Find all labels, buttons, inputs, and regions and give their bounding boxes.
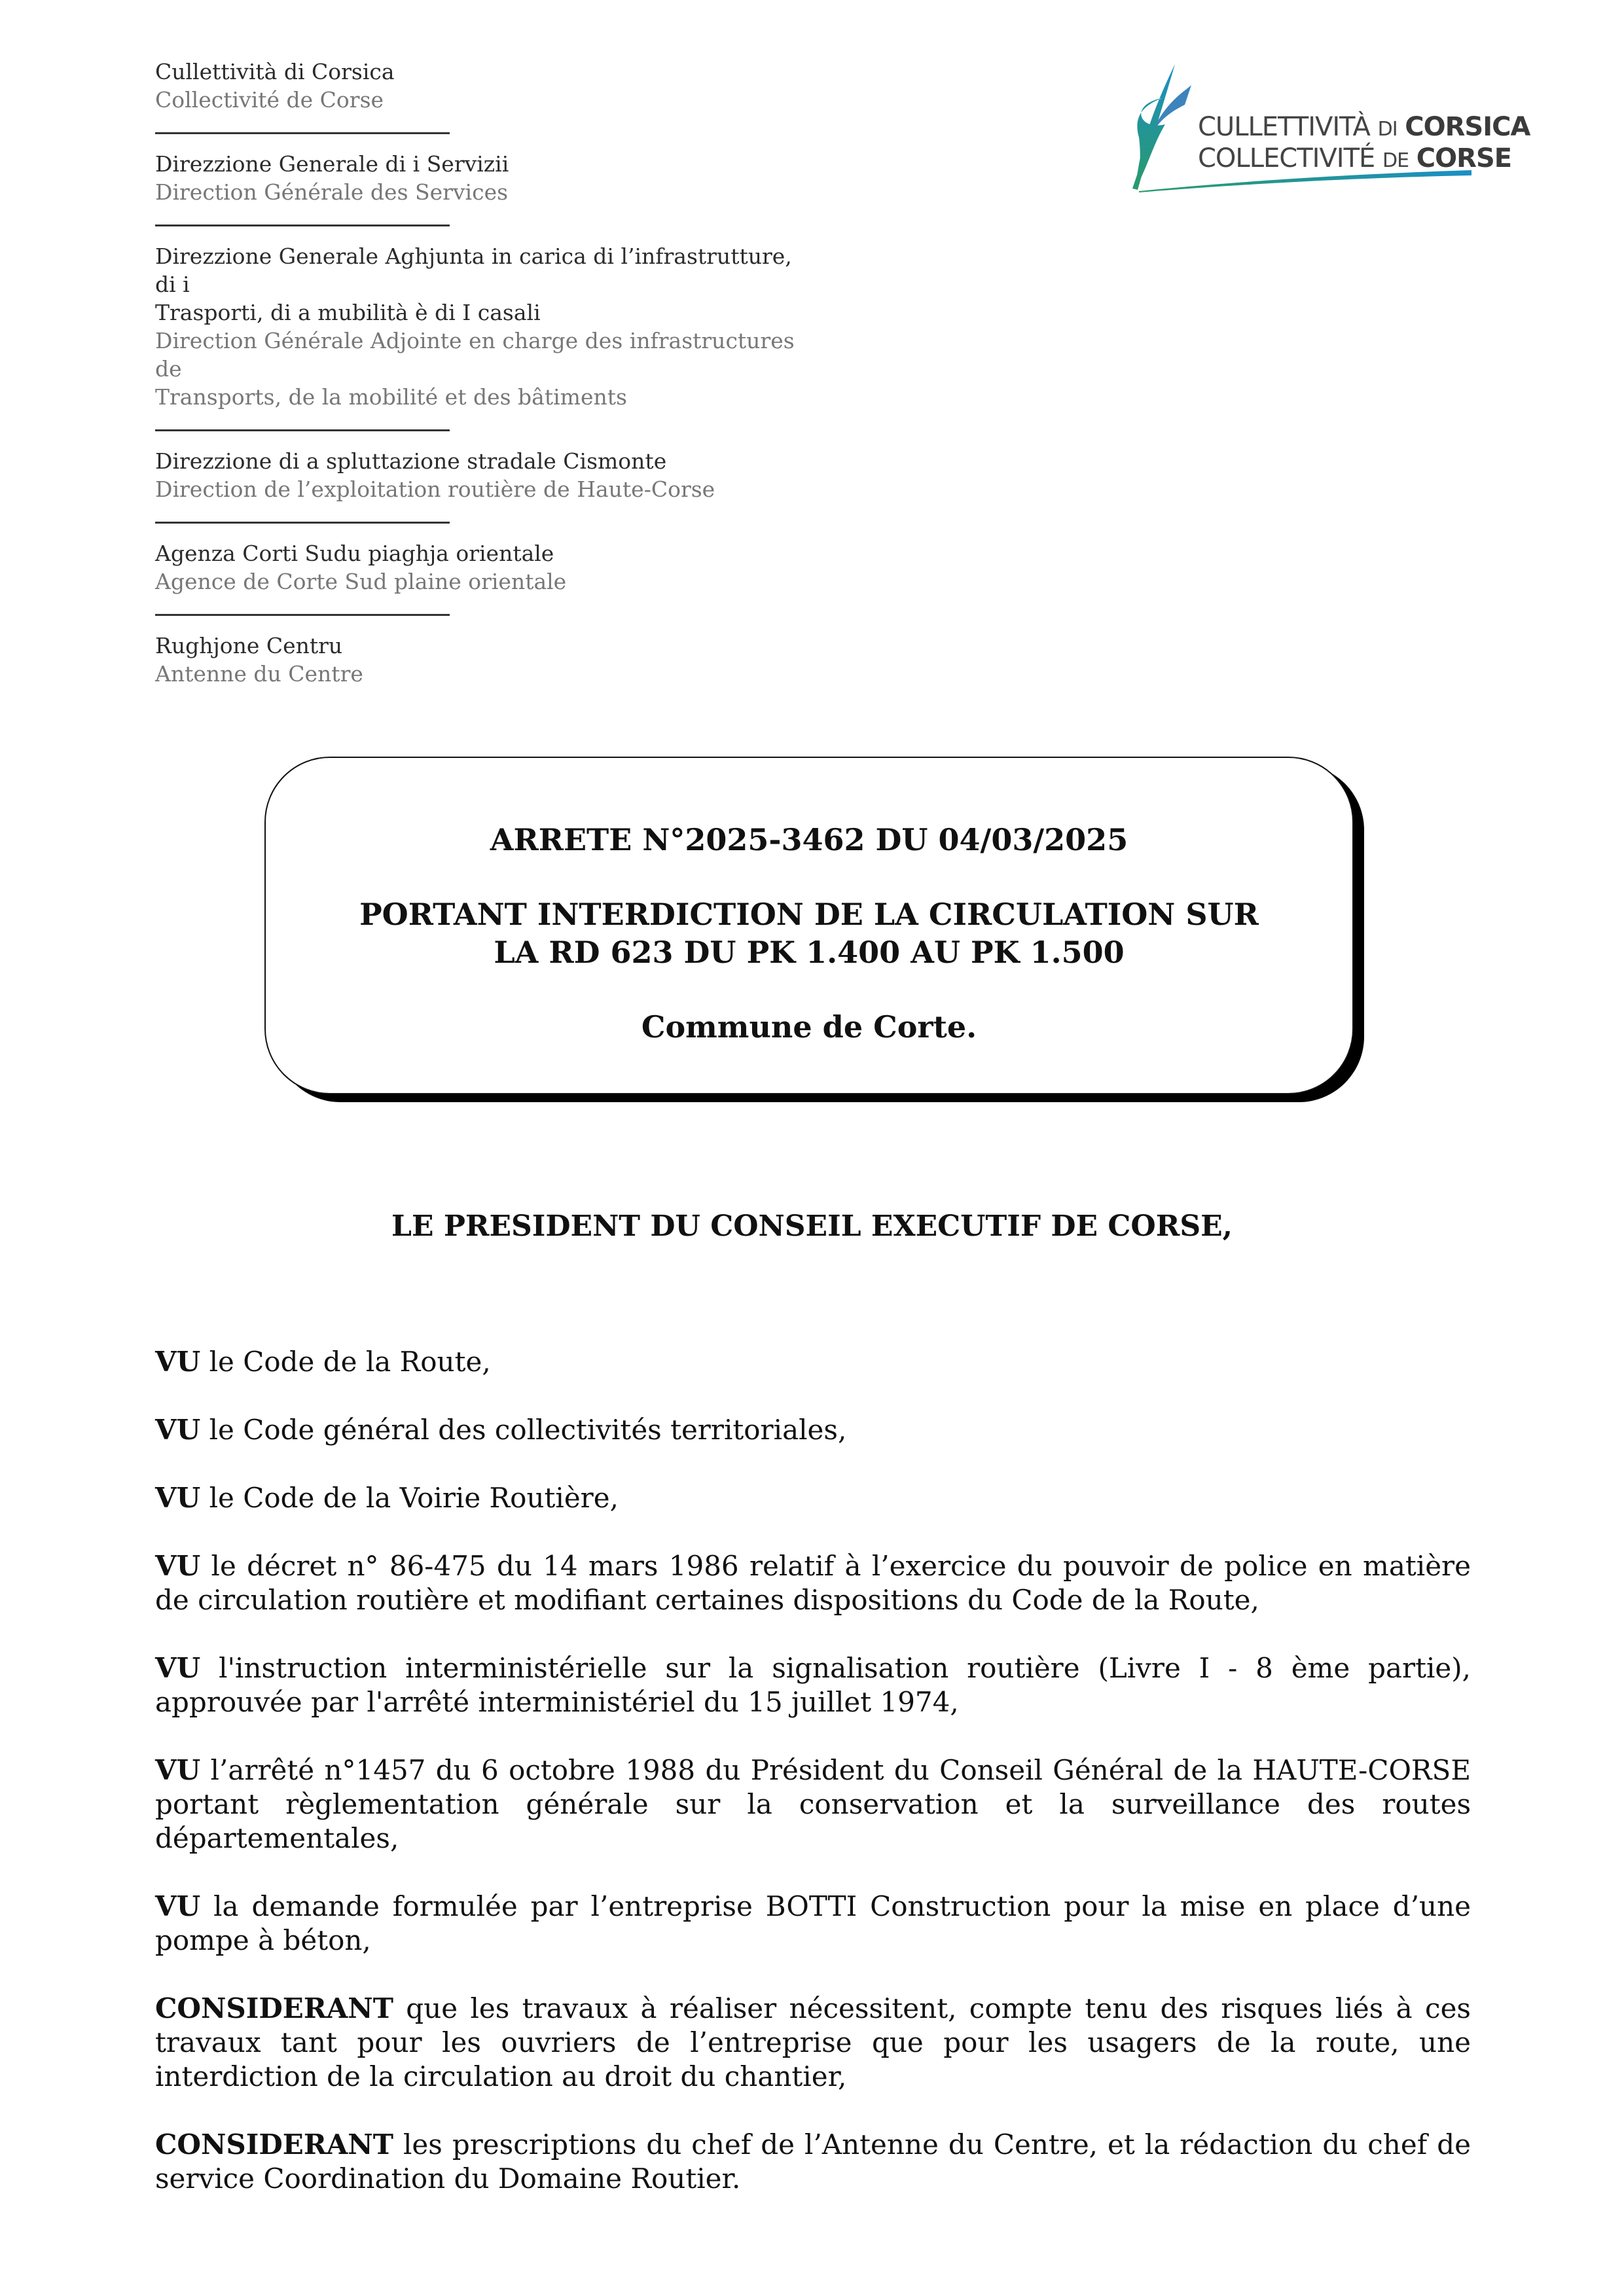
visa-paragraph xyxy=(155,1651,1471,1719)
logo-text xyxy=(1198,113,1530,175)
org-french-line: Collectivité de Corse xyxy=(155,87,384,113)
paragraph-text: le Code général des collectivités territoriales, xyxy=(200,1414,847,1446)
paragraph-lead: CONSIDERANT xyxy=(155,1992,393,2024)
logo-word: CORSICA xyxy=(1405,112,1530,142)
divider xyxy=(155,614,450,616)
org-corsican-line: Cullettività di Corsica xyxy=(155,59,395,84)
visa-paragraph xyxy=(155,1890,1471,1958)
paragraph-lead: VU xyxy=(155,1414,201,1446)
visa-paragraph xyxy=(155,1753,1471,1856)
considerant-paragraph xyxy=(155,1992,1471,2094)
decree-body xyxy=(155,1345,1471,2230)
org-corsican-line: Trasporti, di a mubilità è di I casali xyxy=(155,300,541,325)
paragraph-text: le Code de la Voirie Routière, xyxy=(200,1482,619,1514)
org-corsican-line: Rughjone Centru xyxy=(155,633,343,658)
paragraph-text: la demande formulée par l’entreprise BOTTI Construction pour la mise en place d’une pompe à béton, xyxy=(155,1890,1471,1956)
org-corsican-line: Direzzione Generale Aghjunta in carica di l’infrastrutture, xyxy=(155,243,792,269)
org-french-line: de xyxy=(155,356,182,382)
org-french-line: Direction Générale Adjointe en charge des infrastructures xyxy=(155,328,795,353)
org-corsican-line: Direzzione Generale di i Servizii xyxy=(155,151,509,177)
org-french-line: Antenne du Centre xyxy=(155,661,363,687)
visa-paragraph xyxy=(155,1413,1471,1447)
logo-word: DE xyxy=(1382,149,1409,172)
paragraph-text: que les travaux à réaliser nécessitent, compte tenu des risques liés à ces travaux tant pour les ouvriers de l’entreprise que pour les usagers de la route, une interdiction de la circulation au droit du chantier, xyxy=(155,1992,1471,2092)
paragraph-lead: VU xyxy=(155,1482,201,1514)
visa-paragraph xyxy=(155,1345,1471,1379)
visa-paragraph xyxy=(155,1481,1471,1515)
decree-subject-line-2: LA RD 623 DU PK 1.400 AU PK 1.500 xyxy=(494,935,1125,970)
paragraph-text: le décret n° 86-475 du 14 mars 1986 relatif à l’exercice du pouvoir de police en matière de circulation routière et modifiant certaines dispositions du Code de la Route, xyxy=(155,1550,1471,1616)
logo-line-corsican xyxy=(1198,113,1530,144)
org-group-antenne xyxy=(155,632,875,688)
paragraph-text: le Code de la Route, xyxy=(200,1346,491,1378)
decree-subject-line-1: PORTANT INTERDICTION DE LA CIRCULATION SUR xyxy=(359,897,1259,932)
org-corsican-line: Agenza Corti Sudu piaghja orientale xyxy=(155,541,554,566)
paragraph-text: les prescriptions du chef de l’Antenne du Centre, et la rédaction du chef de service Coordination du Domaine Routier. xyxy=(155,2128,1471,2195)
paragraph-lead: VU xyxy=(155,1550,201,1582)
org-french-line: Transports, de la mobilité et des bâtiments xyxy=(155,384,627,410)
decree-title-box xyxy=(264,757,1354,1094)
org-group-collectivite xyxy=(155,58,875,114)
logo-word: CULLETTIVITÀ xyxy=(1198,112,1370,142)
org-french-line: Agence de Corte Sud plaine orientale xyxy=(155,569,567,594)
logo-word: COLLECTIVITÉ xyxy=(1198,143,1375,173)
org-group-dga xyxy=(155,242,875,411)
organization-header xyxy=(155,58,875,688)
divider xyxy=(155,132,450,134)
org-french-line: Direction de l’exploitation routière de Haute-Corse xyxy=(155,476,715,502)
paragraph-lead: VU xyxy=(155,1890,201,1922)
collectivite-logo xyxy=(1113,52,1530,223)
paragraph-text: l'instruction interministérielle sur la signalisation routière (Livre I - 8 ème partie), approuvée par l'arrêté interministériel du 15 juillet 1974, xyxy=(155,1652,1471,1718)
president-heading: LE PRESIDENT DU CONSEIL EXECUTIF DE CORSE, xyxy=(391,1210,1233,1243)
logo-word: CORSE xyxy=(1416,143,1512,173)
paragraph-lead: VU xyxy=(155,1652,201,1684)
paragraph-lead: CONSIDERANT xyxy=(155,2128,393,2161)
divider xyxy=(155,522,450,524)
org-corsican-line: Direzzione di a spluttazione stradale Cismonte xyxy=(155,448,667,474)
logo-line-french xyxy=(1198,144,1530,175)
logo-word: DI xyxy=(1377,118,1398,141)
decree-commune: Commune de Corte. xyxy=(641,1009,977,1045)
decree-title xyxy=(266,821,1352,1046)
considerant-paragraph xyxy=(155,2128,1471,2196)
org-french-line: Direction Générale des Services xyxy=(155,179,509,205)
divider xyxy=(155,429,450,431)
org-group-agence xyxy=(155,539,875,596)
visa-paragraph xyxy=(155,1549,1471,1617)
paragraph-text: l’arrêté n°1457 du 6 octobre 1988 du Président du Conseil Général de la HAUTE-CORSE portant règlementation générale sur la conservation et la surveillance des routes départementales, xyxy=(155,1754,1471,1854)
paragraph-lead: VU xyxy=(155,1754,201,1786)
org-corsican-line: di i xyxy=(155,272,190,297)
decree-number: ARRETE N°2025-3462 DU 04/03/2025 xyxy=(490,822,1128,857)
org-group-exploitation xyxy=(155,447,875,503)
org-group-dgs xyxy=(155,150,875,206)
divider xyxy=(155,224,450,226)
paragraph-lead: VU xyxy=(155,1346,201,1378)
